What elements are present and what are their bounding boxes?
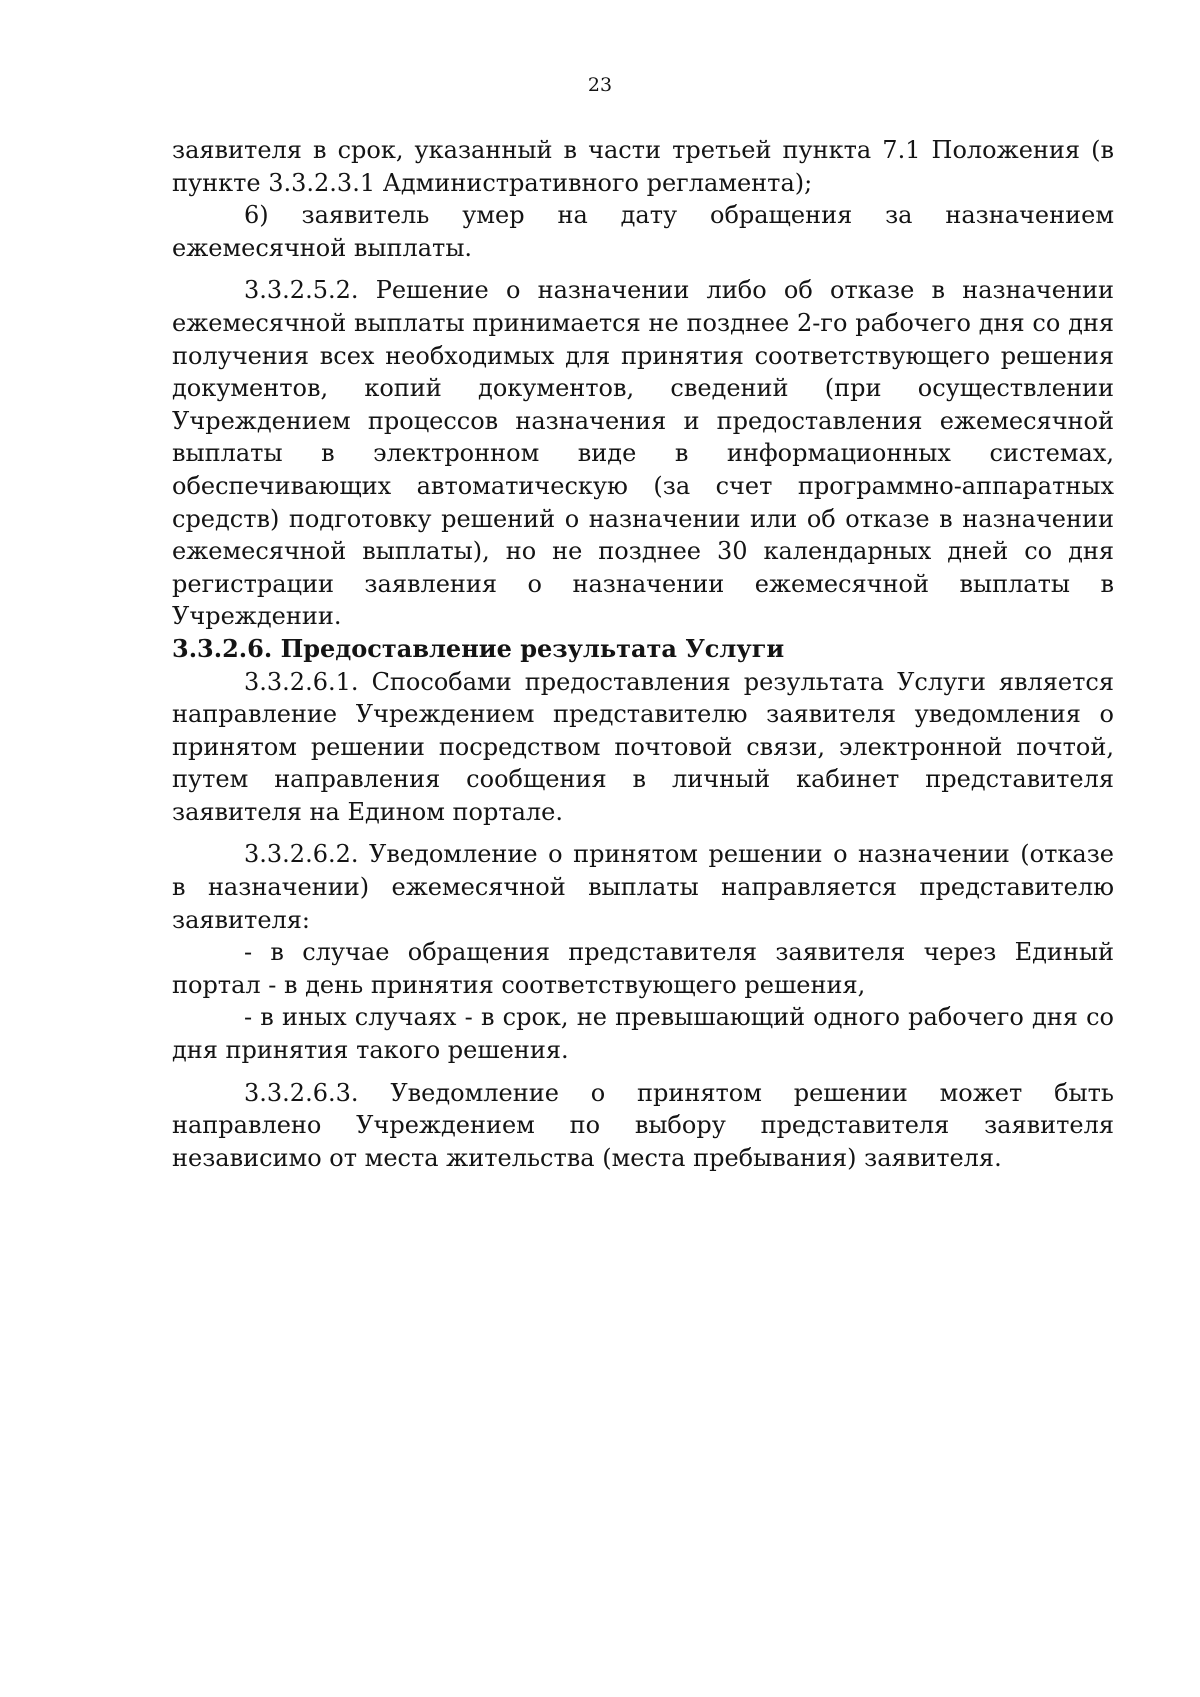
paragraph-continuation: заявителя в срок, указанный в части третьей пункта 7.1 Положения (в пункте 3.3.2.3.1 Административного регламента);: [172, 136, 1114, 197]
paragraph-item-6: 6) заявитель умер на дату обращения за назначением ежемесячной выплаты.: [172, 201, 1114, 262]
paragraph-3-3-2-6-2: 3.3.2.6.2. Уведомление о принятом решении о назначении (отказе в назначении) ежемесячной выплаты направляется представителю заявителя:: [172, 840, 1114, 934]
paragraph-3-3-2-6-3: 3.3.2.6.3. Уведомление о принятом решении может быть направлено Учреждением по выбору представителя заявителя независимо от места жительства (места пребывания) заявителя.: [172, 1078, 1114, 1172]
paragraph-3-3-2-5-2: 3.3.2.5.2. Решение о назначении либо об отказе в назначении ежемесячной выплаты принимается не позднее 2-го рабочего дня со дня получения всех необходимых для принятия соответствующего решения документов, копий документов, сведений (при осуществлении Учреждением процессов назначения и предоставления ежемесячной выплаты в электронном виде в информационных системах, обеспечивающих автоматическую (за счет программно-аппаратных средств) подготовку решений о назначении или об отказе в назначении ежемесячной выплаты), но не позднее 30 календарных дней со дня регистрации заявления о назначении ежемесячной выплаты в Учреждении.: [172, 276, 1114, 631]
paragraph-3-3-2-6-1: 3.3.2.6.1. Способами предоставления результата Услуги является направление Учреждением представителю заявителя уведомления о принятом решении посредством почтовой связи, электронной почтой, путем направления сообщения в личный кабинет представителя заявителя на Едином портале.: [172, 667, 1114, 826]
document-body: [172, 134, 1114, 1174]
list-item-other-cases: - в иных случаях - в срок, не превышающий одного рабочего дня со дня принятия такого решения.: [172, 1003, 1114, 1065]
page-number: 23: [587, 74, 613, 96]
list-item-portal: - в случае обращения представителя заявителя через Единый портал - в день принятия соответствующего решения,: [172, 938, 1114, 999]
section-heading: 3.3.2.6. Предоставление результата Услуги: [172, 633, 785, 663]
